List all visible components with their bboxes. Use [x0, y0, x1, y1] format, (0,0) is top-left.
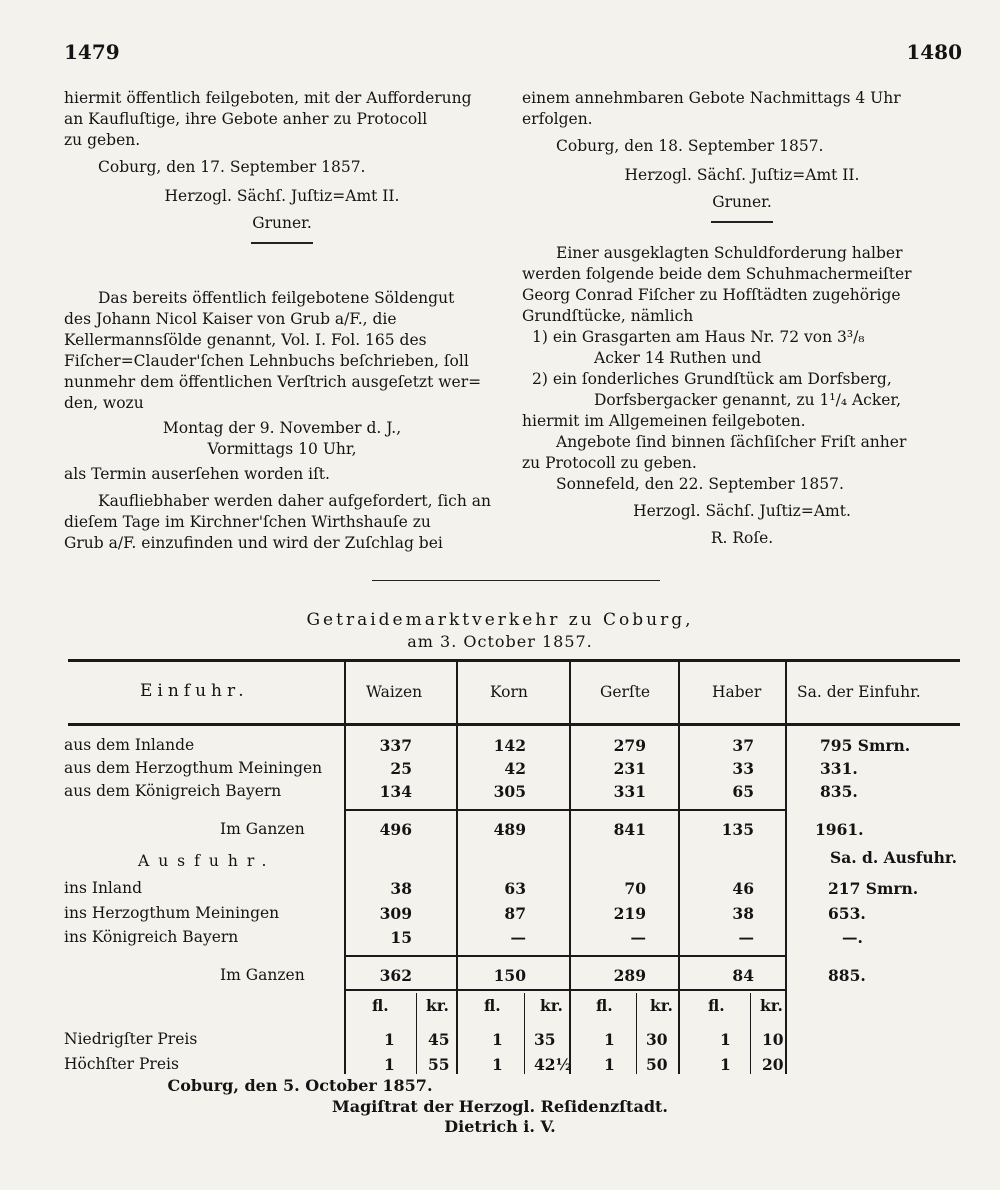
header-haber: Haber: [712, 683, 762, 701]
notice3-text: [522, 243, 962, 327]
cell-waizen: 496: [379, 820, 412, 839]
row-label: Höchſter Preis: [64, 1055, 179, 1073]
left-column: [64, 88, 500, 554]
cell-haber-fl: 1: [720, 1055, 731, 1074]
column-divider: [456, 662, 458, 1074]
text-line: einem annehmbaren Gebote Nachmittags 4 Uhr: [522, 89, 901, 107]
signature: Gruner.: [712, 193, 772, 211]
text-line: den, wozu: [64, 394, 144, 412]
text-line: Angebote ſind binnen ſächſiſcher Friſt anher: [556, 433, 907, 451]
list-item: 2) ein ſonderliches Grundſtück am Dorfsberg,: [532, 370, 892, 388]
list-item-cont: Acker 14 Ruthen und: [594, 349, 762, 367]
price-subdivider: [524, 993, 525, 1074]
text-line: an Kaufluſtige, ihre Gebote anher zu Protocoll: [64, 110, 428, 128]
cell-haber-kr: 20: [762, 1055, 784, 1074]
cell-waizen-fl: 1: [384, 1030, 395, 1049]
text-line: Fiſcher=Clauder'ſchen Lehnbuchs beſchrieben, ſoll: [64, 352, 469, 370]
cell-haber: 65: [732, 782, 754, 801]
header-gerste: Gerſte: [600, 683, 651, 701]
page-number-right: 1480: [906, 40, 962, 64]
signature: R. Roſe.: [710, 529, 774, 547]
notice2-tail: [64, 491, 500, 554]
text-line: Einer ausgeklagten Schuldforderung halber: [556, 244, 903, 262]
footer-authority: Magiſtrat der Herzogl. Reſidenzſtadt.: [332, 1097, 668, 1116]
export-heading: Ausfuhr.: [138, 852, 276, 870]
place-date: Coburg, den 18. September 1857.: [556, 137, 824, 155]
cell-haber: 46: [732, 879, 754, 898]
cell-gerste-fl: 1: [604, 1030, 615, 1049]
notice2-text: [64, 288, 500, 414]
cell-korn-kr: 42½: [534, 1055, 572, 1074]
cell-korn: 142: [493, 736, 526, 755]
row-label: Im Ganzen: [220, 966, 305, 984]
text-line: erfolgen.: [522, 110, 593, 128]
right-column: [522, 88, 962, 549]
term-time: Vormittags 10 Uhr,: [207, 440, 357, 458]
cell-korn: 42: [504, 759, 526, 778]
cell-gerste: 841: [613, 820, 646, 839]
cell-haber-kr: 10: [762, 1030, 784, 1049]
row-label: aus dem Herzogthum Meiningen: [64, 759, 323, 777]
cell-haber: 33: [732, 759, 754, 778]
office-name: Herzogl. Sächſ. Juſtiz=Amt II.: [164, 187, 400, 205]
table-top-rule: [68, 659, 960, 662]
text-line: werden folgende beide dem Schuhmachermeiſter: [522, 265, 912, 283]
cell-sum: 331.: [820, 759, 858, 778]
cell-haber: 135: [721, 820, 754, 839]
text-line: Grub a/F. einzufinden und wird der Zuſchlag bei: [64, 534, 443, 552]
cell-waizen-kr: 45: [428, 1030, 450, 1049]
subtotal-rule: [345, 809, 785, 811]
cell-gerste: 289: [613, 966, 646, 985]
cell-waizen: 362: [379, 966, 412, 985]
list-item-cont: Dorfsbergacker genannt, zu 1¹/₄ Acker,: [594, 391, 902, 409]
header-sum: Sa. der Einfuhr.: [797, 683, 921, 701]
list-item: 1) ein Grasgarten am Haus Nr. 72 von 3³/₈: [532, 328, 865, 346]
term-date: Montag der 9. November d. J.,: [162, 419, 402, 437]
column-divider: [569, 662, 571, 1074]
row-label: aus dem Königreich Bayern: [64, 782, 282, 800]
cell-gerste: 70: [624, 879, 646, 898]
cell-sum: 217 Smrn.: [828, 879, 919, 898]
row-label: ins Inland: [64, 879, 143, 897]
price-subdivider: [636, 993, 637, 1074]
text-line: als Termin auserſehen worden iſt.: [64, 465, 330, 483]
divider: [711, 221, 773, 223]
cell-waizen: 38: [390, 879, 412, 898]
text-line: Das bereits öffentlich feilgebotene Söldengut: [98, 289, 455, 307]
table-header-rule: [68, 723, 960, 726]
table-subtitle: am 3. October 1857.: [407, 632, 593, 651]
cell-korn: 150: [493, 966, 526, 985]
section-divider: [372, 580, 660, 581]
row-label: ins Herzogthum Meiningen: [64, 904, 280, 922]
column-divider: [678, 662, 680, 1074]
cell-haber: —: [738, 928, 754, 947]
cell-sum: 835.: [820, 782, 858, 801]
cell-gerste-kr: 30: [646, 1030, 668, 1049]
office-name: Herzogl. Sächſ. Juſtiz=Amt II.: [624, 166, 860, 184]
cell-korn: 87: [504, 904, 526, 923]
place-date: Coburg, den 17. September 1857.: [98, 158, 366, 176]
text-line: Kellermannsſölde genannt, Vol. I. Fol. 165 des: [64, 331, 427, 349]
text-line: Grundſtücke, nämlich: [522, 307, 694, 325]
cell-gerste-fl: 1: [604, 1055, 615, 1074]
text-line: zu Protocoll zu geben.: [522, 454, 697, 472]
cell-korn: 305: [493, 782, 526, 801]
unit-kr: kr.: [650, 996, 673, 1015]
unit-kr: kr.: [760, 996, 783, 1015]
export-sum-heading: Sa. d. Ausfuhr.: [830, 848, 958, 867]
row-label: ins Königreich Bayern: [64, 928, 239, 946]
cell-gerste: —: [630, 928, 646, 947]
cell-sum: 795 Smrn.: [820, 736, 911, 755]
cell-waizen-fl: 1: [384, 1055, 395, 1074]
unit-kr: kr.: [426, 996, 449, 1015]
place-date: Sonnefeld, den 22. September 1857.: [556, 475, 844, 493]
table-title: Getraidemarktverkehr zu Coburg,: [306, 610, 694, 630]
office-name: Herzogl. Sächſ. Juſtiz=Amt.: [633, 502, 851, 520]
divider: [251, 242, 313, 244]
text-line: dieſem Tage im Kirchner'ſchen Wirthshauſe zu: [64, 513, 431, 531]
text-line: Kaufliebhaber werden daher aufgefordert, ſich an: [98, 492, 491, 510]
cell-gerste: 331: [613, 782, 646, 801]
cell-gerste: 231: [613, 759, 646, 778]
cell-korn: 489: [493, 820, 526, 839]
unit-kr: kr.: [540, 996, 563, 1015]
cell-waizen: 15: [390, 928, 412, 947]
header-einfuhr: Einfuhr.: [140, 681, 249, 701]
header-waizen: Waizen: [366, 683, 423, 701]
cell-waizen: 134: [379, 782, 412, 801]
cell-sum: —.: [842, 928, 863, 947]
cell-haber-fl: 1: [720, 1030, 731, 1049]
column-divider: [344, 662, 346, 1074]
text-line: hiermit im Allgemeinen feilgeboten.: [522, 412, 806, 430]
row-label: Niedrigſter Preis: [64, 1030, 198, 1048]
price-subdivider: [416, 993, 417, 1074]
cell-haber: 37: [732, 736, 754, 755]
cell-haber: 84: [732, 966, 754, 985]
cell-korn: —: [510, 928, 526, 947]
cell-waizen: 337: [379, 736, 412, 755]
price-subdivider: [750, 993, 751, 1074]
cell-gerste: 279: [613, 736, 646, 755]
notice1-text: [64, 88, 500, 151]
subtotal-rule: [345, 955, 785, 957]
cell-korn-fl: 1: [492, 1055, 503, 1074]
text-line: hiermit öffentlich feilgeboten, mit der Aufforderung: [64, 89, 472, 107]
footer-place-date: Coburg, den 5. October 1857.: [167, 1076, 433, 1095]
text-line: zu geben.: [64, 131, 141, 149]
price-header-rule: [345, 989, 785, 991]
cell-sum: 653.: [828, 904, 866, 923]
row-label: aus dem Inlande: [64, 736, 195, 754]
column-divider: [785, 662, 787, 1074]
cell-korn-fl: 1: [492, 1030, 503, 1049]
row-label: Im Ganzen: [220, 820, 305, 838]
unit-fl: fl.: [484, 996, 501, 1015]
footer-signature: Dietrich i. V.: [444, 1117, 556, 1136]
unit-fl: fl.: [708, 996, 725, 1015]
cell-korn-kr: 35: [534, 1030, 556, 1049]
cell-waizen-kr: 55: [428, 1055, 450, 1074]
cell-waizen: 309: [379, 904, 412, 923]
unit-fl: fl.: [372, 996, 389, 1015]
cell-gerste-kr: 50: [646, 1055, 668, 1074]
header-korn: Korn: [490, 683, 528, 701]
cell-sum: 1961.: [815, 820, 864, 839]
cell-haber: 38: [732, 904, 754, 923]
cell-gerste: 219: [613, 904, 646, 923]
signature: Gruner.: [252, 214, 312, 232]
cell-waizen: 25: [390, 759, 412, 778]
cell-sum: 885.: [828, 966, 866, 985]
unit-fl: fl.: [596, 996, 613, 1015]
text-line: nunmehr dem öffentlichen Verſtrich ausgeſetzt wer=: [64, 373, 482, 391]
text-line: des Johann Nicol Kaiser von Grub a/F., die: [64, 310, 397, 328]
cell-korn: 63: [504, 879, 526, 898]
page-number-left: 1479: [64, 40, 120, 64]
text-line: Georg Conrad Fiſcher zu Hofſtädten zugehörige: [522, 286, 901, 304]
